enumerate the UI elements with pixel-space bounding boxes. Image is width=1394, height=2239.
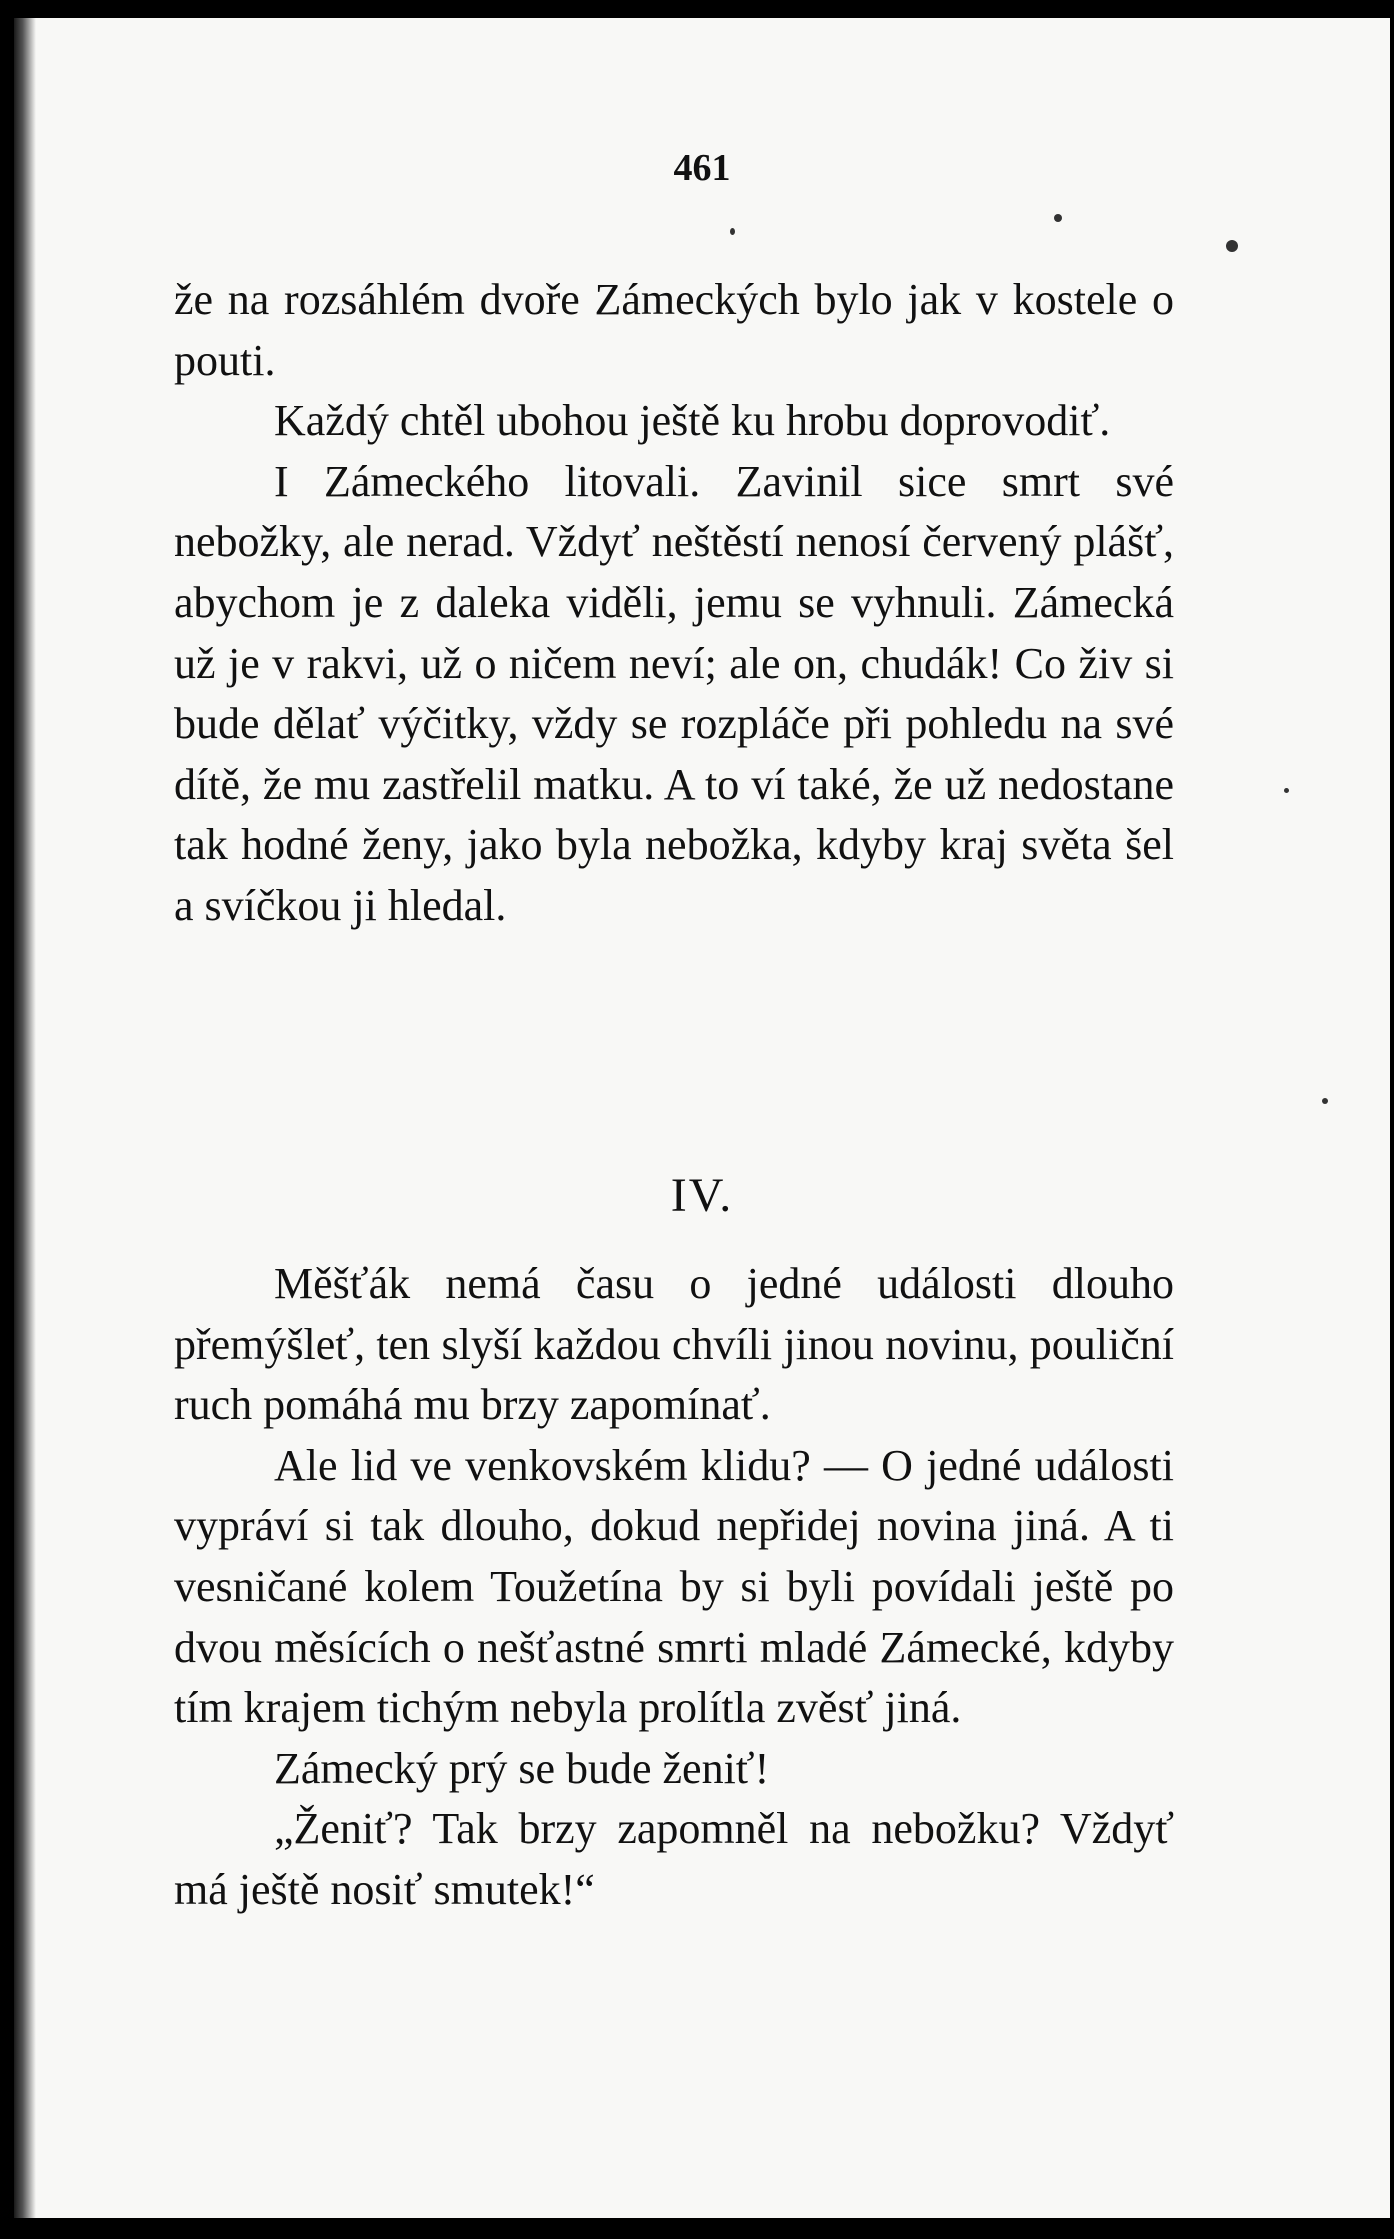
page-number: 461 (673, 147, 731, 189)
paragraph: „Ženiť? Tak brzy zapomněl na nebožku? Vždyť má ještě nosiť smutek!“ (174, 1804, 1174, 1914)
paragraph: Ale lid ve venkovském klidu? — O jedné události vypráví si tak dlouho, dokud nepřidej novina jiná. A ti vesničané kolem Toužetína by si byli povídali ještě po dvou měsících o nešťastné smrti mladé Zámecké, kdyby tím krajem tichým nebyla prolítla zvěsť jiná. (174, 1440, 1174, 1733)
paragraph: Každý chtěl ubohou ještě ku hrobu doprovodiť. (274, 396, 1111, 446)
paragraph: I Zámeckého litovali. Zavinil sice smrt své nebožky, ale nerad. Vždyť neštěstí nenosí červený plášť, abychom je z daleka viděli, jemu se vyhnuli. Zámecká už je v rakvi, už o ničem neví; ale on, chudák! Co živ si bude dělať výčitky, vždy se rozpláče při pohledu na své dítě, že mu zastřelil matku. A to ví také, že už nedostane tak hodné ženy, jako byla nebožka, kdyby kraj světa šel a svíčkou ji hledal. (174, 456, 1174, 930)
paragraph: Měšťák nemá času o jedné události dlouho přemýšleť, ten slyší každou chvíli jinou novinu, pouliční ruch pomáhá mu brzy zapomínať. (174, 1259, 1174, 1430)
text-block-after-chapter (174, 1254, 1174, 1921)
paper-speck (1284, 788, 1289, 793)
book-page (14, 18, 1390, 2218)
chapter-heading: IV. (670, 1169, 734, 1222)
paragraph: že na rozsáhlém dvoře Zámeckých bylo jak v kostele o pouti. (174, 275, 1174, 385)
paper-speck (1322, 1098, 1328, 1104)
paragraph: Zámecký prý se bude ženiť! (274, 1743, 770, 1793)
paper-speck (730, 228, 735, 235)
paper-speck (1054, 214, 1062, 222)
text-block-before-chapter (174, 270, 1174, 937)
paper-speck (1226, 240, 1238, 252)
